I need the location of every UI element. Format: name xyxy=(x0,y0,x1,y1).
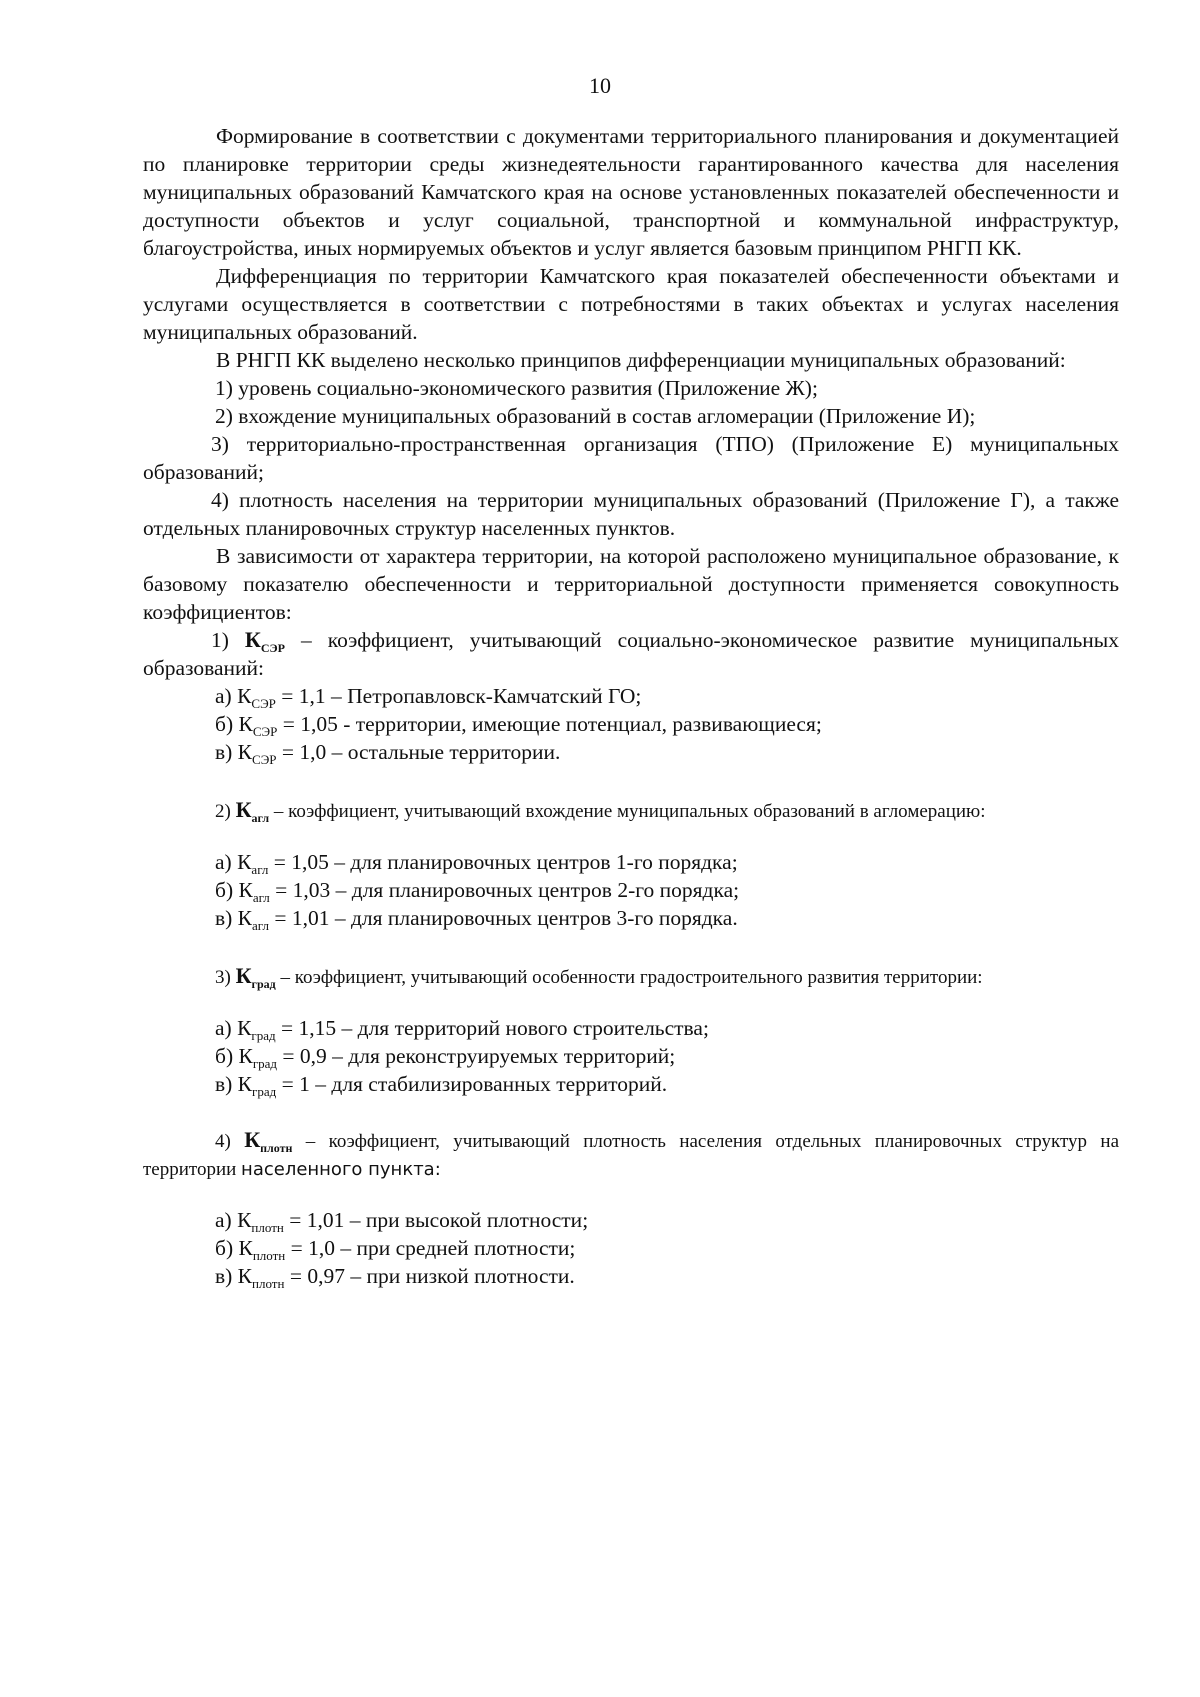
coefficient-2-heading xyxy=(143,796,1119,826)
coefficient-number: 2) xyxy=(215,801,231,822)
coefficient-number: 4) xyxy=(215,1131,231,1152)
document-body xyxy=(143,122,1119,1290)
coefficient-description: – коэффициент, учитывающий вхождение муниципальных образований в агломерацию: xyxy=(269,801,986,822)
page-number: 10 xyxy=(589,73,611,98)
coefficient-symbol: $К_{град}$ xyxy=(235,963,276,991)
coefficient-value-item: в) $К_{агл} = 1,01$ – для планировочных центров 3-го порядка. xyxy=(215,906,738,933)
coefficient-symbol: $К_{агл}$ xyxy=(235,797,270,825)
coefficient-1-heading xyxy=(143,626,1119,682)
coefficient-value-item: а) $К_{град} = 1,15$ – для территорий нового строительства; xyxy=(215,1016,709,1043)
paragraph-coefficients-intro: В зависимости от характера территории, на которой расположено муниципальное образование, к базовому показателю обеспеченности и территориальной доступности применяется совокупность коэффициентов: xyxy=(143,544,1119,624)
coefficient-number: 1) xyxy=(211,628,229,652)
coefficient-description-tail: населенного пункта: xyxy=(241,1159,441,1180)
principle-item: 4) плотность населения на территории муниципальных образований (Приложение Г), а также отдельных планировочных структур населенных пунктов. xyxy=(143,488,1119,540)
coefficient-value-item: б) $К_{СЭР} = 1,05$ - территории, имеющие потенциал, развивающиеся; xyxy=(215,712,822,739)
coefficient-value-item: б) $К_{град} = 0,9$ – для реконструируемых территорий; xyxy=(215,1044,676,1071)
principle-item: 2) вхождение муниципальных образований в состав агломерации (Приложение И); xyxy=(215,404,976,428)
coefficient-description: – коэффициент, учитывающий плотность населения отдельных планировочных структур на территории xyxy=(143,1131,1120,1180)
coefficient-value-item: а) $К_{СЭР} = 1,1$ – Петропавловск-Камчатский ГО; xyxy=(215,684,642,711)
coefficient-symbol: $К_{СЭР}$ xyxy=(244,627,286,655)
paragraph-principle: Формирование в соответствии с документами территориального планирования и документацией по планировке территории среды жизнедеятельности гарантированного качества для населения муниципальных образований Камчатского края на основе установленных показателей обеспеченности и доступности объектов и услуг социальной, транспортной и коммунальной инфраструктур, благоустройства, иных нормируемых объектов и услуг является базовым принципом РНГП КК. xyxy=(143,124,1119,260)
paragraph-principles-intro: В РНГП КК выделено несколько принципов дифференциации муниципальных образований: xyxy=(216,348,1066,372)
coefficient-symbol: $К_{плотн}$ xyxy=(244,1127,293,1155)
coefficient-value-item: а) $К_{плотн} = 1,01$ – при высокой плотности; xyxy=(215,1208,589,1235)
coefficient-4-heading xyxy=(143,1126,1119,1184)
paragraph-differentiation: Дифференциация по территории Камчатского края показателей обеспеченности объектами и услугами осуществляется в соответствии с потребностями в таких объектах и услугах населения муниципальных образований. xyxy=(143,264,1119,344)
coefficient-description: – коэффициент, учитывающий особенности градостроительного развития территории: xyxy=(275,967,983,988)
coefficient-3-heading xyxy=(143,962,1119,992)
coefficient-description: – коэффициент, учитывающий социально-экономическое развитие муниципальных образований: xyxy=(143,628,1119,680)
coefficient-value-item: в) $К_{плотн} = 0,97$ – при низкой плотности. xyxy=(215,1264,575,1291)
coefficient-value-item: б) $К_{плотн} = 1,0$ – при средней плотности; xyxy=(215,1236,576,1263)
coefficient-value-item: в) $К_{град} = 1$ – для стабилизированных территорий. xyxy=(215,1072,668,1099)
coefficient-value-item: в) $К_{СЭР} = 1,0$ – остальные территории. xyxy=(215,740,561,767)
coefficient-value-item: б) $К_{агл} = 1,03$ – для планировочных центров 2-го порядка; xyxy=(215,878,740,905)
coefficient-value-item: а) $К_{агл} = 1,05$ – для планировочных центров 1-го порядка; xyxy=(215,850,738,877)
principle-item: 1) уровень социально-экономического развития (Приложение Ж); xyxy=(215,376,818,400)
principle-item: 3) территориально-пространственная организация (ТПО) (Приложение Е) муниципальных образований; xyxy=(143,432,1119,484)
coefficient-number: 3) xyxy=(215,967,231,988)
